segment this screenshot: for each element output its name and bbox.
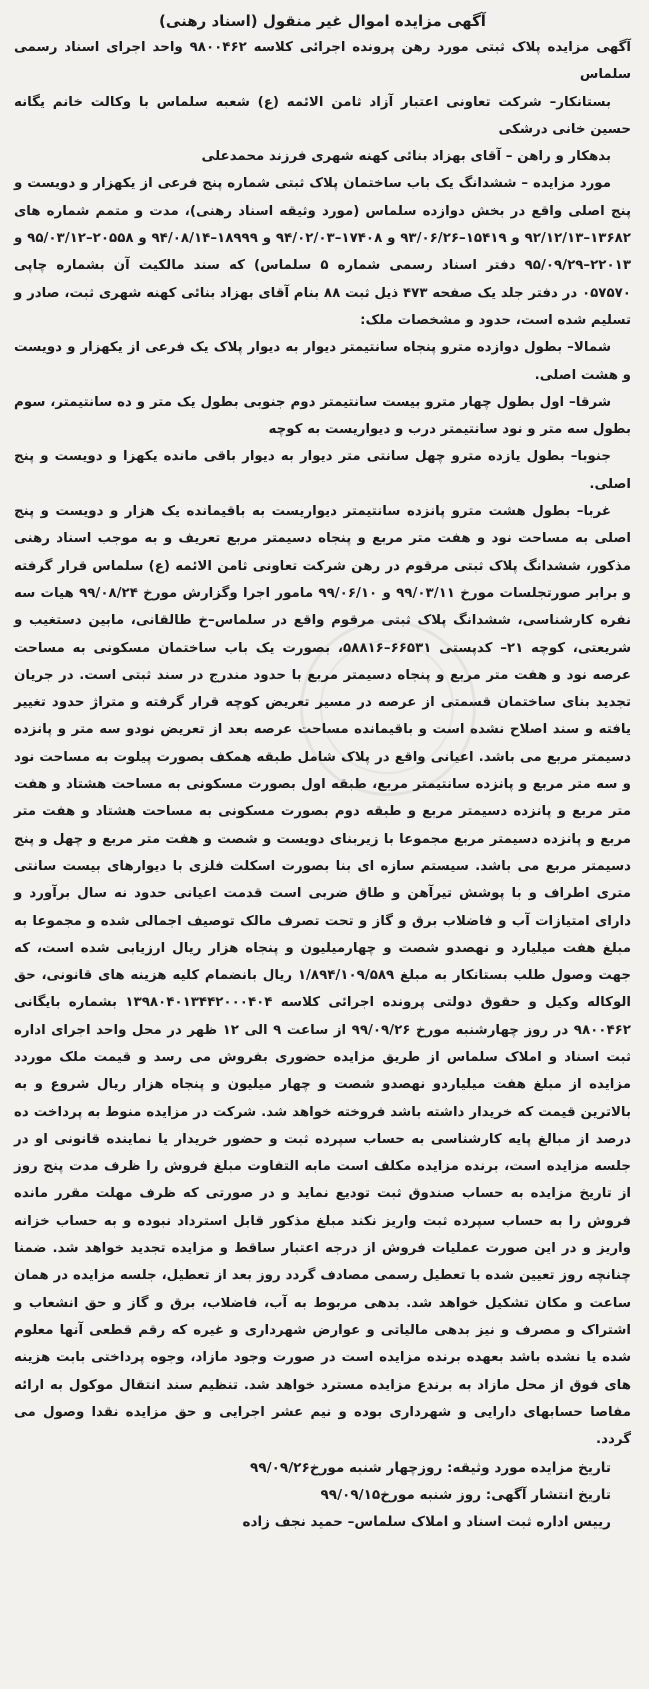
south-boundary: جنوبا– بطول یازده مترو چهل سانتی متر دیوار به دیوار باقی مانده یکهزا و دویست و پنج اصلی.: [14, 449, 631, 492]
notice-intro: آگهی مزایده پلاک ثبتی مورد رهن پرونده اجرائی کلاسه ۹۸۰۰۴۶۲ واحد اجرای اسناد رسمی سلماس: [14, 40, 632, 83]
property-paragraph: مورد مزایده – ششدانگ یک باب ساختمان پلاک ثبتی شماره پنج فرعی از یکهزار و دویست و پنج اصلی واقع در بخش دوازده سلماس (مورد وثیقه اسناد رهنی)، مدت و متمم شماره های ۱۳۶۸۲–۹۲/۱۲/۱۳ و ۱۵۴۱۹–۹۳/۰۶/۲۶ و ۱۷۴۰۸–۹۴/۰۲/۰۳ و ۱۸۹۹۹–۹۴/۰۸/۱۴ و ۲۰۵۵۸–۹۵/۰۳/۱۲ و ۲۲۰۱۳–۹۵/۰۹/۲۹ دفتر اسناد رسمی شماره ۵ سلماس) که سند مالکیت آن بشماره چاپی ۰۵۷۵۷۰ در دفتر جلد یک صفحه ۴۷۳ ذیل ثبت ۸۸ بنام آقای بهزاد بنائی کهنه شهری ثبت، صادر و تسلیم شده است، حدود و مشخصات ملک:: [14, 176, 631, 328]
auction-date: تاریخ مزایده مورد وثیقه: روزچهار شنبه مورخ۹۹/۰۹/۲۶: [250, 1460, 611, 1477]
east-boundary: شرقا– اول بطول چهار مترو بیست سانتیمتر دوم جنوبی بطول یک متر و ده سانتیمتر، سوم بطول سه متر و نود سانتیمتر درب و دیواریست به کوچه: [14, 394, 631, 438]
north-boundary: شمالا– بطول دوازده مترو پنجاه سانتیمتر دیوار به دیوار پلاک یک فرعی از یکهزار و دویست و هشت اصلی.: [14, 340, 631, 383]
west-boundary-and-terms: غربا– بطول هشت مترو پانزده سانتیمتر دیواریست به باقیمانده یک هزار و دویست و پنج اصلی به مساحت نود و هفت متر مربع و پنجاه دسیمتر مربع تعریف و به موجب اسناد رهنی مذکور، ششدانگ پلاک ثبتی مرقوم در رهن شرکت تعاونی ثامن الائمه (ع) سلماس قرار گرفته و برابر صورتجلسات مورخ ۹۹/۰۳/۱۱ و ۹۹/۰۶/۱۰ مامور اجرا وگزارش مورخ ۹۹/۰۸/۲۴ هیات سه نفره کارشناسی، ششدانگ پلاک ثبتی مرقوم واقع در سلماس–خ طالقانی، مابین دستغیب و شریعتی، کوچه ۲۱– کدپستی ۶۶۵۳۱–۵۸۸۱۶، بصورت یک باب ساختمان مسکونی به مساحت عرصه نود و هفت متر مربع و پنجاه دسیمتر مربع با حدود مندرج در سند ثبتی است. در جریان تجدید بنای ساختمان قسمتی از عرصه در مسیر تعریض کوچه قرار گرفته و متراژ حدود تغییر یافته و سند اصلاح نشده است و باقیمانده مساحت عرصه بعد از تعریض نودو سه متر و پانزده دسیمتر مربع می باشد. اعیانی واقع در پلاک شامل طبقه همکف بصورت پیلوت به مساحت نود و سه متر مربع و پانزده سانتیمتر مربع، طبقه اول بصورت مسکونی به مساحت هشتاد و هفت متر مربع و پانزده دسیمتر مربع و طبقه دوم بصورت مسکونی به مساحت هشتاد و هفت متر مربع و پانزده دسیمتر مربع مجموعا با زیربنای دویست و شصت و هفت متر مربع و چهل و پنج دسیمتر مربع می باشد. سیستم سازه ای بنا بصورت اسکلت فلزی با دیوارهای بیست سانتی متری اطراف و با پوشش تیرآهن و طاق ضربی است قدمت اعیانی حدود نه سال برآورد و دارای امتیازات آب و فاضلاب برق و گاز و تحت تصرف مالک توصیف اجمالی شده و مجموعا به مبلغ هفت میلیارد و نهصدو شصت و چهارمیلیون و پنجاه هزار ریال ارزیابی شده است، که جهت وصول طلب بستانکار به مبلغ ۱/۸۹۴/۱۰۹/۵۸۹ ریال بانضمام کلیه هزینه های قانونی، حق الوکاله وکیل و حقوق دولتی پرونده اجرائی کلاسه ۱۳۹۸۰۴۰۱۳۴۴۲۰۰۰۴۰۴ بشماره بایگانی ۹۸۰۰۴۶۲ در روز چهارشنبه مورخ ۹۹/۰۹/۲۶ از ساعت ۹ الی ۱۲ ظهر در محل واحد اجرای اداره ثبت اسناد و املاک سلماس از طریق مزایده حضوری بفروش می رسد و قیمت ملک موردد مزایده از مبلغ هفت میلیاردو نهصدو شصت و چهار میلیون و پنجاه هزار ریال شروع و به بالاترین قیمت که خریدار داشته باشد فروخته خواهد شد. شرکت در مزایده منوط به پرداخت ده درصد از مبالغ پایه کارشناسی به حساب سپرده ثبت و حضور خریدار یا نماینده قانونی او در جلسه مزایده است، برنده مزایده مکلف است مابه التفاوت مبلغ فروش را ظرف مدت پنج روز از تاریخ مزایده به حساب صندوق ثبت تودیع نماید و در صورتی که ظرف مهلت مقرر مانده فروش را به حساب سپرده ثبت واریز نکند مبلغ مذکور قابل استرداد نبوده و به حساب خزانه واریز و در این صورت عملیات فروش از درجه اعتبار ساقط و مزایده تجدید خواهد شد. ضمنا چنانچه روز تعیین شده با تعطیل رسمی مصادف گردد روز بعد از تعطیل، جلسه مزایده در همان ساعت و مکان تشکیل خواهد شد. بدهی مربوط به آب، فاضلاب، برق و گاز و حق انشعاب و اشتراک و مصرف و نیز بدهی مالیاتی و عوارض شهرداری و غیره که رقم قطعی آنها معلوم شده یا نشده باشد بعهده برنده مزایده است در صورت وجود مازاد، وجوه پرداختی بابت هزینه های فوق از محل مازاد به برندع مزایده مسترد خواهد شد. تنظیم سند انتقال موکول به ارائه مفاصا حسابهای دارایی و شهرداری بوده و نیم عشر اجرایی و حق مزایده نقدا وصول می گردد.: [14, 504, 632, 1448]
debtor-paragraph: بدهکار و راهن – آقای بهزاد بنائی کهنه شهری فرزند محمدعلی: [201, 149, 611, 165]
notice-footer: [14, 1455, 631, 1536]
creditor-paragraph: بستانکار– شرکت تعاونی اعتبار آزاد ثامن الائمه (ع) شعبه سلماس با وکالت خانم یگانه حسین خانی درشکی: [14, 94, 631, 137]
notice-title: آگهی مزایده اموال غیر منقول (اسناد رهنی): [159, 12, 486, 30]
signature-line: رییس اداره ثبت اسناد و املاک سلماس– حمید نجف زاده: [242, 1514, 611, 1531]
publish-date: تاریخ انتشار آگهی: روز شنبه مورخ۹۹/۰۹/۱۵: [320, 1487, 611, 1504]
